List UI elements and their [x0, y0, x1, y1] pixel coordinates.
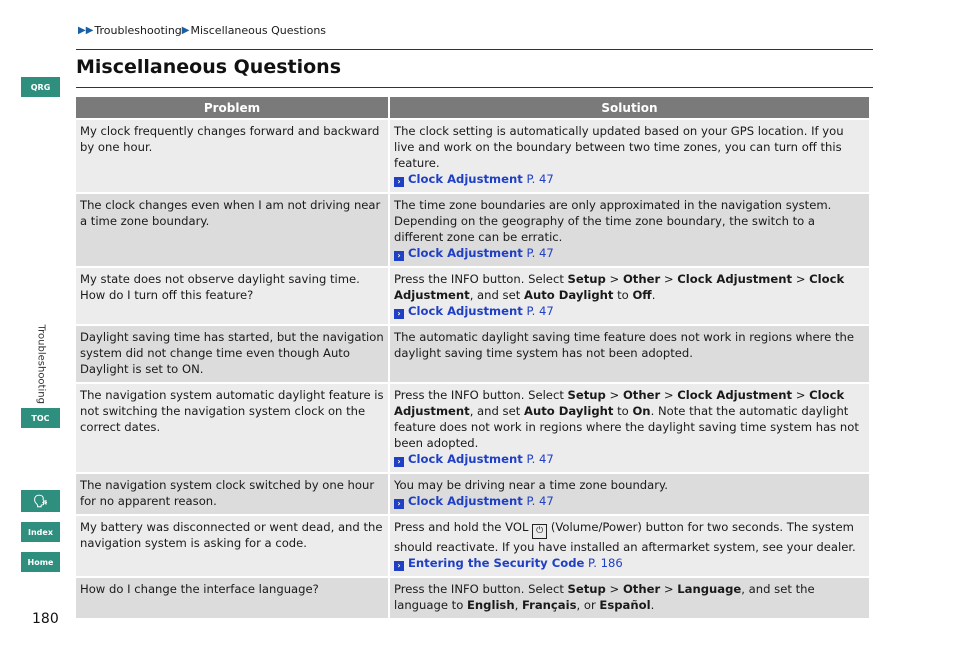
solution-cell [390, 266, 869, 324]
divider [76, 87, 873, 88]
reference-label[interactable]: Clock Adjustment [408, 172, 523, 186]
qrg-button[interactable]: QRG [21, 77, 60, 97]
cross-reference-link[interactable] [394, 246, 554, 260]
breadcrumb-troubleshooting[interactable]: Troubleshooting [94, 24, 182, 37]
solution-text: The clock setting is automatically updated based on your GPS location. If you live and work on the boundary between two time zones, you can turn off this feature. [394, 124, 844, 170]
solution-cell: The automatic daylight saving time feature does not work in regions where the daylight saving time system has not been adopted. [390, 324, 869, 382]
solution-cell [390, 192, 869, 266]
divider [76, 49, 873, 50]
page-title: Miscellaneous Questions [76, 56, 341, 78]
table-row [76, 192, 869, 266]
solution-text: Press and hold the VOL [394, 520, 529, 534]
reference-arrow-icon: › [394, 499, 404, 509]
table-row [76, 118, 869, 192]
reference-page[interactable]: P. 47 [526, 452, 554, 466]
reference-page[interactable]: P. 47 [526, 494, 554, 508]
solution-cell [390, 576, 869, 618]
section-label: Troubleshooting [35, 324, 47, 404]
reference-page[interactable]: P. 47 [526, 172, 554, 186]
problem-cell: My battery was disconnected or went dead, and the navigation system is asking for a code. [76, 514, 388, 576]
table-row [76, 324, 869, 382]
power-icon: ⏻ [532, 524, 547, 539]
voice-command-icon[interactable]: 🗣 [21, 490, 60, 512]
cross-reference-link[interactable] [394, 172, 554, 186]
table-row [76, 266, 869, 324]
column-header-solution: Solution [390, 97, 869, 118]
reference-arrow-icon: › [394, 251, 404, 261]
reference-arrow-icon: › [394, 561, 404, 571]
troubleshooting-table [74, 97, 871, 618]
reference-page[interactable]: P. 47 [526, 304, 554, 318]
solution-text: Press the INFO button. Select Setup > Other > Language, and set the language to English, Français, or Español. [394, 582, 815, 612]
problem-cell: The navigation system automatic daylight feature is not switching the navigation system clock on the correct dates. [76, 382, 388, 472]
reference-label[interactable]: Clock Adjustment [408, 494, 523, 508]
column-header-problem: Problem [76, 97, 388, 118]
breadcrumb-current: Miscellaneous Questions [190, 24, 327, 37]
reference-arrow-icon: › [394, 457, 404, 467]
table-row [76, 472, 869, 514]
solution-text: You may be driving near a time zone boundary. [394, 478, 668, 492]
reference-label[interactable]: Clock Adjustment [408, 304, 523, 318]
page-number: 180 [32, 611, 59, 627]
breadcrumb [78, 24, 326, 37]
table-row [76, 576, 869, 618]
cross-reference-link[interactable] [394, 304, 554, 318]
solution-cell [390, 514, 869, 576]
problem-cell: Daylight saving time has started, but the navigation system did not change time even though Auto Daylight is set to ON. [76, 324, 388, 382]
reference-label[interactable]: Clock Adjustment [408, 452, 523, 466]
toc-button[interactable]: TOC [21, 408, 60, 428]
triangle-right-icon: ▶▶ [78, 25, 94, 36]
solution-text: The time zone boundaries are only approximated in the navigation system. Depending on the geography of the time zone boundary, the switch to a different zone can be erratic. [394, 198, 832, 244]
solution-text: Press the INFO button. Select Setup > Other > Clock Adjustment > Clock Adjustment, and set Auto Daylight to On. Note that the automatic daylight feature does not work in regions where the daylight saving time system has not been adopted. [394, 388, 859, 450]
problem-cell: My clock frequently changes forward and backward by one hour. [76, 118, 388, 192]
solution-text: (Volume/Power) button for two seconds. The system should reactivate. If you have installed an aftermarket system, see your dealer. [394, 520, 856, 554]
home-button[interactable]: Home [21, 552, 60, 572]
reference-label[interactable]: Entering the Security Code [408, 556, 585, 570]
triangle-right-icon: ▶ [181, 25, 190, 36]
reference-page[interactable]: P. 47 [526, 246, 554, 260]
table-row [76, 382, 869, 472]
reference-arrow-icon: › [394, 177, 404, 187]
solution-text: Press the INFO button. Select Setup > Other > Clock Adjustment > Clock Adjustment, and set Auto Daylight to Off. [394, 272, 845, 302]
cross-reference-link[interactable] [394, 556, 623, 570]
table-row [76, 514, 869, 576]
solution-cell [390, 472, 869, 514]
solution-cell [390, 118, 869, 192]
reference-page[interactable]: P. 186 [588, 556, 623, 570]
solution-cell [390, 382, 869, 472]
reference-label[interactable]: Clock Adjustment [408, 246, 523, 260]
problem-cell: How do I change the interface language? [76, 576, 388, 618]
cross-reference-link[interactable] [394, 494, 554, 508]
problem-cell: My state does not observe daylight saving time. How do I turn off this feature? [76, 266, 388, 324]
cross-reference-link[interactable] [394, 452, 554, 466]
index-button[interactable]: Index [21, 522, 60, 542]
reference-arrow-icon: › [394, 309, 404, 319]
problem-cell: The clock changes even when I am not driving near a time zone boundary. [76, 192, 388, 266]
problem-cell: The navigation system clock switched by one hour for no apparent reason. [76, 472, 388, 514]
